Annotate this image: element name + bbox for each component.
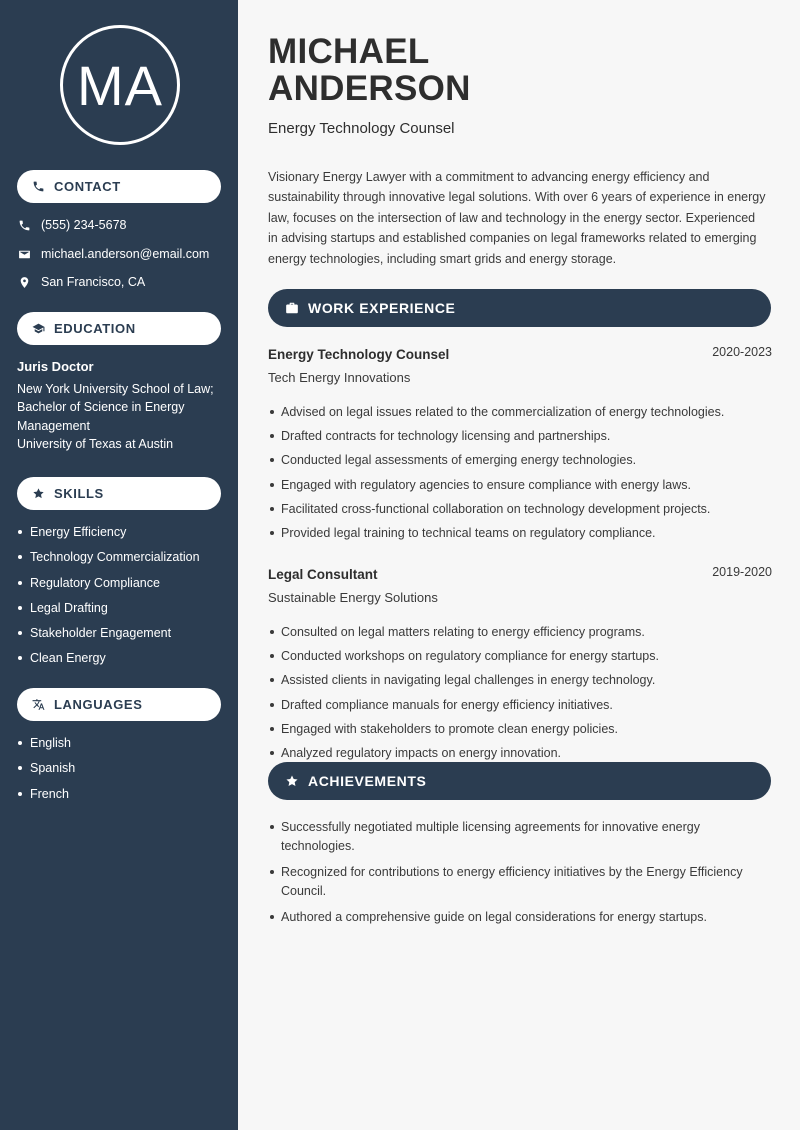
achievement-item: Recognized for contributions to energy efficiency initiatives by the Energy Efficiency Council. bbox=[268, 863, 758, 901]
sidebar bbox=[0, 0, 238, 1130]
contact-email-text: michael.anderson@email.com bbox=[41, 247, 210, 261]
name-first: MICHAEL bbox=[268, 32, 430, 71]
job-bullets bbox=[268, 403, 772, 548]
skill-item: Energy Efficiency bbox=[17, 522, 227, 547]
contact-phone[interactable] bbox=[17, 215, 126, 235]
education-heading-label: EDUCATION bbox=[54, 321, 136, 336]
languages-list bbox=[17, 733, 227, 809]
education-line: Bachelor of Science in Energy Management bbox=[17, 400, 185, 433]
map-pin-icon bbox=[17, 275, 31, 289]
job-entry-company: Tech Energy Innovations bbox=[268, 370, 411, 385]
job-bullet: Engaged with stakeholders to promote clean energy policies. bbox=[268, 720, 772, 738]
job-entry-dates: 2019-2020 bbox=[712, 565, 772, 579]
education-degree: Juris Doctor bbox=[17, 359, 94, 374]
skills-heading bbox=[17, 477, 221, 510]
skills-list bbox=[17, 522, 227, 674]
education-line: University of Texas at Austin bbox=[17, 437, 174, 451]
summary: Visionary Energy Lawyer with a commitment to advancing energy efficiency and sustainability through innovative legal solutions. With over 6 years of experience in energy law, focuses on the intersection of law and technology in the energy sector. Experienced in advising startups and established companies on legal frameworks related to emerging energy technologies, including smart grids and energy storage. bbox=[268, 170, 766, 266]
job-bullets bbox=[268, 623, 772, 768]
job-entry-dates: 2020-2023 bbox=[712, 345, 772, 359]
contact-location bbox=[17, 272, 145, 292]
achievements-heading-label: ACHIEVEMENTS bbox=[308, 773, 427, 789]
envelope-icon bbox=[17, 247, 31, 261]
skill-item: Regulatory Compliance bbox=[17, 573, 227, 598]
languages-heading-label: LANGUAGES bbox=[54, 697, 143, 712]
contact-heading-label: CONTACT bbox=[54, 179, 121, 194]
language-item: Spanish bbox=[17, 758, 227, 783]
job-entry bbox=[268, 345, 772, 540]
job-entry-title: Legal Consultant bbox=[268, 567, 378, 582]
full-name bbox=[268, 33, 471, 107]
education-block bbox=[17, 358, 227, 454]
graduation-cap-icon bbox=[31, 322, 45, 336]
monogram-avatar: MA bbox=[60, 25, 180, 145]
job-header bbox=[268, 347, 772, 367]
education-line: New York University School of Law; bbox=[17, 381, 214, 396]
language-item: English bbox=[17, 733, 227, 758]
contact-heading bbox=[17, 170, 221, 203]
languages-heading bbox=[17, 688, 221, 721]
job-bullet: Assisted clients in navigating legal challenges in energy technology. bbox=[268, 671, 772, 689]
skill-item: Legal Drafting bbox=[17, 598, 227, 623]
education-heading bbox=[17, 312, 221, 345]
job-header bbox=[268, 567, 772, 587]
job-bullet: Drafted compliance manuals for energy efficiency initiatives. bbox=[268, 696, 772, 714]
job-bullet: Consulted on legal matters relating to energy efficiency programs. bbox=[268, 623, 772, 641]
achievement-item: Successfully negotiated multiple licensing agreements for innovative energy technologies. bbox=[268, 818, 758, 856]
job-entry bbox=[268, 565, 772, 760]
skill-item: Stakeholder Engagement bbox=[17, 623, 227, 648]
work-experience-heading-label: WORK EXPERIENCE bbox=[308, 300, 456, 316]
contact-location-text: San Francisco, CA bbox=[41, 275, 146, 289]
star-icon bbox=[31, 487, 45, 501]
work-experience-heading bbox=[268, 289, 771, 327]
job-bullet: Advised on legal issues related to the commercialization of energy technologies. bbox=[268, 403, 772, 421]
contact-phone-text: (555) 234-5678 bbox=[41, 218, 127, 232]
job-entry-company: Sustainable Energy Solutions bbox=[268, 590, 438, 605]
achievements-list bbox=[268, 818, 758, 934]
name-last: ANDERSON bbox=[268, 69, 471, 108]
job-bullet: Drafted contracts for technology licensing and partnerships. bbox=[268, 427, 772, 445]
job-entry-title: Energy Technology Counsel bbox=[268, 347, 450, 362]
job-bullet: Provided legal training to technical teams on regulatory compliance. bbox=[268, 524, 772, 542]
translate-icon bbox=[31, 698, 45, 712]
phone-icon bbox=[17, 218, 31, 232]
job-bullet: Conducted workshops on regulatory compliance for energy startups. bbox=[268, 647, 772, 665]
skills-heading-label: SKILLS bbox=[54, 486, 104, 501]
briefcase-icon bbox=[284, 301, 299, 316]
job-bullet: Facilitated cross-functional collaboration on technology development projects. bbox=[268, 500, 772, 518]
achievements-heading bbox=[268, 762, 771, 800]
phone-icon bbox=[31, 180, 45, 194]
job-title: Energy Technology Counsel bbox=[268, 120, 455, 137]
skill-item: Technology Commercialization bbox=[17, 547, 227, 572]
job-bullet: Conducted legal assessments of emerging energy technologies. bbox=[268, 451, 772, 469]
skill-item: Clean Energy bbox=[17, 648, 227, 673]
job-bullet: Engaged with regulatory agencies to ensure compliance with energy laws. bbox=[268, 476, 772, 494]
achievement-item: Authored a comprehensive guide on legal considerations for energy startups. bbox=[268, 908, 758, 927]
language-item: French bbox=[17, 784, 227, 809]
job-bullet: Analyzed regulatory impacts on energy innovation. bbox=[268, 744, 772, 762]
contact-email[interactable] bbox=[17, 244, 209, 264]
star-icon bbox=[284, 774, 299, 789]
